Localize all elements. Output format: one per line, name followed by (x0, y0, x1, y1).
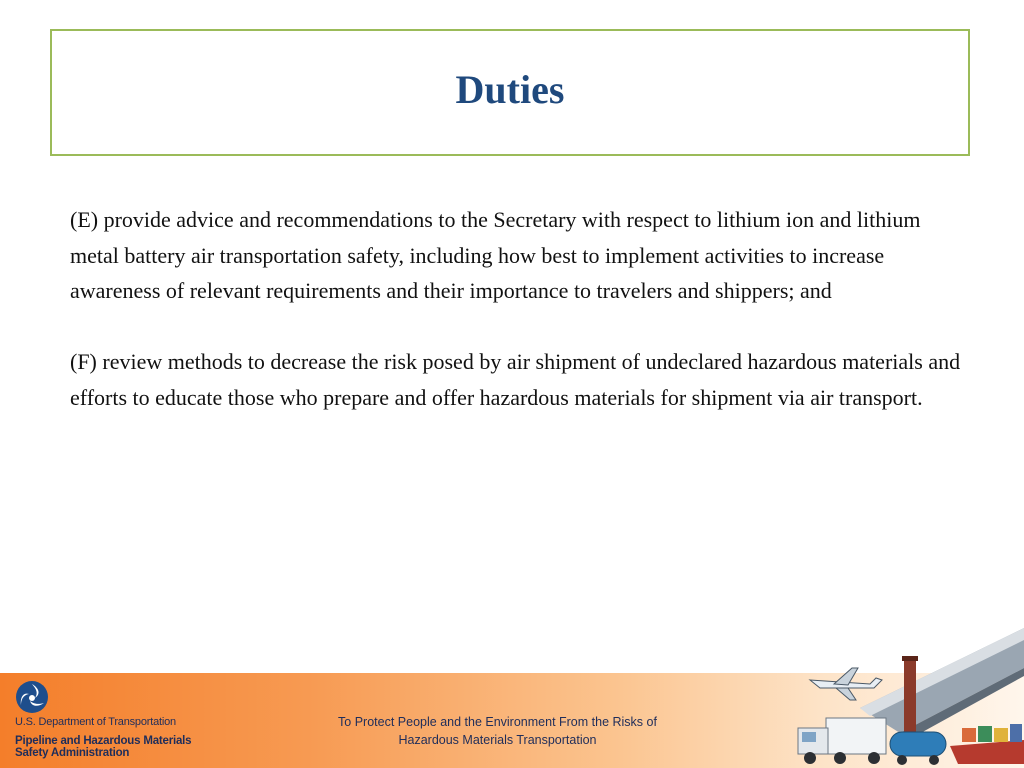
department-name: U.S. Department of Transportation (15, 716, 176, 728)
slide-title: Duties (455, 67, 565, 112)
paragraph-e: (E) provide advice and recommendations to the Secretary with respect to lithium ion and lithium metal battery air transportation safety, including how best to implement activities to increase awareness of relevant requirements and their importance to travelers and shippers; and (70, 207, 921, 303)
truck-icon (798, 718, 886, 764)
agency-line-2: Safety Administration (15, 747, 130, 759)
agency-line-1: Pipeline and Hazardous Materials (15, 735, 192, 747)
title-box (50, 29, 970, 156)
tank-car-icon (890, 732, 946, 765)
dot-triskelion-icon (15, 680, 49, 714)
paragraph-f: (F) review methods to decrease the risk posed by air shipment of undeclared hazardous materials and efforts to educate those who prepare and offer hazardous materials for shipment via air transport. (70, 349, 961, 410)
slide-body (70, 202, 970, 451)
smokestack-icon (902, 656, 918, 738)
tagline-line-1: To Protect People and the Environment From the Risks of (338, 715, 657, 729)
agency-name (15, 735, 191, 759)
transportation-collage-icon (790, 628, 1024, 768)
footer-tagline (300, 713, 695, 749)
airplane-icon (810, 668, 882, 700)
ship-icon (950, 724, 1024, 764)
tagline-line-2: Hazardous Materials Transportation (398, 733, 597, 747)
